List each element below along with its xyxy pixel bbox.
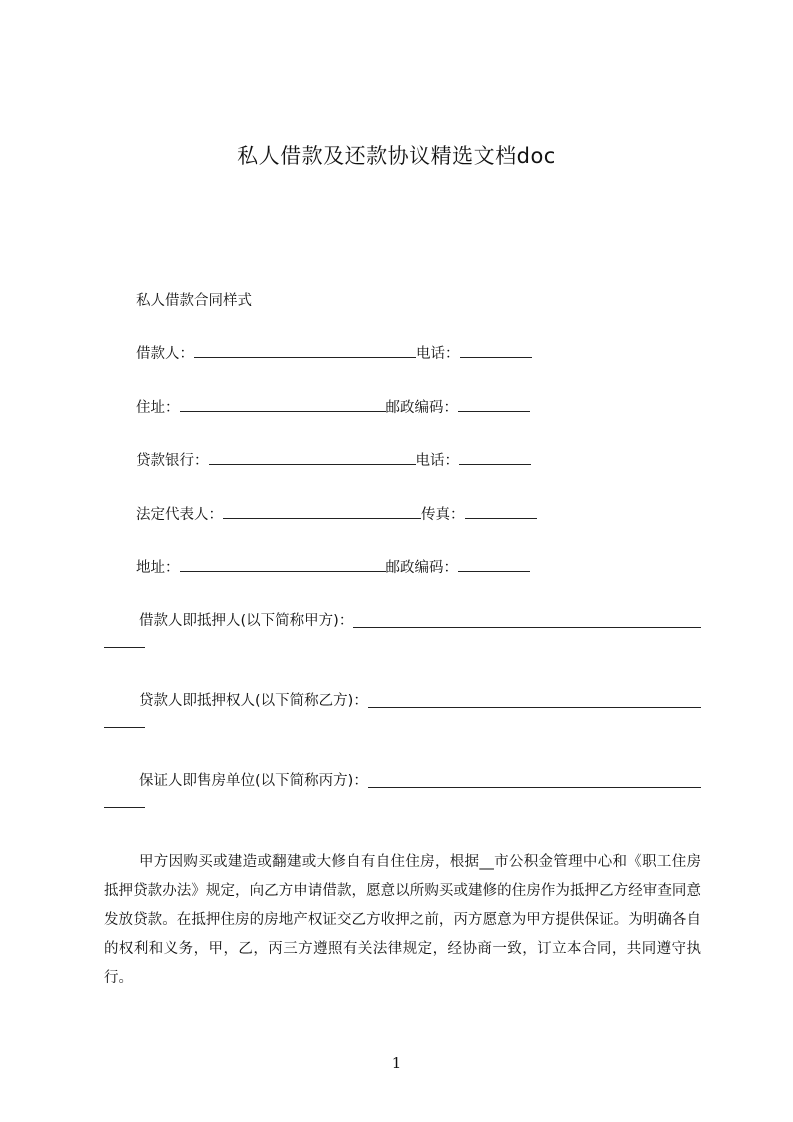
field-label: 住址： — [136, 400, 180, 416]
field-label-secondary: 电话： — [415, 453, 459, 469]
contract-subtitle: 私人借款合同样式 — [136, 293, 252, 309]
party-row-guarantor — [104, 770, 701, 808]
field-blank[interactable] — [194, 343, 416, 358]
field-blank-secondary[interactable] — [459, 450, 531, 465]
field-blank[interactable] — [180, 557, 386, 572]
party-row-mortgagee — [104, 690, 701, 728]
party-row-mortgagor — [104, 610, 701, 648]
field-label-secondary: 传真： — [421, 507, 465, 523]
agreement-paragraph: 甲方因购买或建造或翻建或大修自有自住住房，根据__市公积金管理中心和《职工住房抵押贷款办法》规定，向乙方申请借款，愿意以所购买或建修的住房作为抵押乙方经审查同意发放贷款。在抵押住房的房地产权证交乙方收押之前，丙方愿意为甲方提供保证。为明确各自的权利和义务，甲，乙，丙三方遵照有关法律规定，经协商一致，订立本合同，共同遵守执行。 — [104, 854, 701, 986]
field-blank-secondary[interactable] — [460, 343, 532, 358]
party-blank[interactable] — [368, 773, 701, 788]
party-blank-continuation — [104, 806, 145, 808]
party-label: 贷款人即抵押权人(以下简称乙方)： — [139, 693, 368, 709]
field-label: 地址： — [136, 560, 180, 576]
field-row-residence — [136, 397, 530, 419]
field-blank-secondary[interactable] — [465, 504, 537, 519]
field-row-address — [136, 557, 530, 579]
field-label: 贷款银行： — [136, 453, 209, 469]
party-label: 借款人即抵押人(以下简称甲方)： — [139, 613, 354, 629]
field-blank[interactable] — [209, 450, 416, 465]
field-label-secondary: 邮政编码： — [385, 560, 458, 576]
field-row-bank — [136, 450, 531, 472]
party-blank[interactable] — [353, 613, 701, 628]
field-label: 法定代表人： — [136, 507, 223, 523]
field-label-secondary: 电话： — [416, 346, 460, 362]
party-blank[interactable] — [368, 693, 701, 708]
field-blank[interactable] — [180, 397, 386, 412]
page-number: 1 — [391, 1054, 402, 1072]
field-row-borrower — [136, 343, 532, 365]
party-blank-continuation — [104, 726, 145, 728]
field-blank-secondary[interactable] — [458, 397, 530, 412]
field-label: 借款人： — [136, 346, 194, 362]
field-label-secondary: 邮政编码： — [385, 400, 458, 416]
party-label: 保证人即售房单位(以下简称丙方)： — [139, 773, 368, 789]
field-blank-secondary[interactable] — [458, 557, 530, 572]
party-blank-continuation — [104, 646, 145, 648]
field-row-representative — [136, 504, 537, 526]
field-blank[interactable] — [223, 504, 421, 519]
document-title: 私人借款及还款协议精选文档doc — [237, 144, 556, 168]
